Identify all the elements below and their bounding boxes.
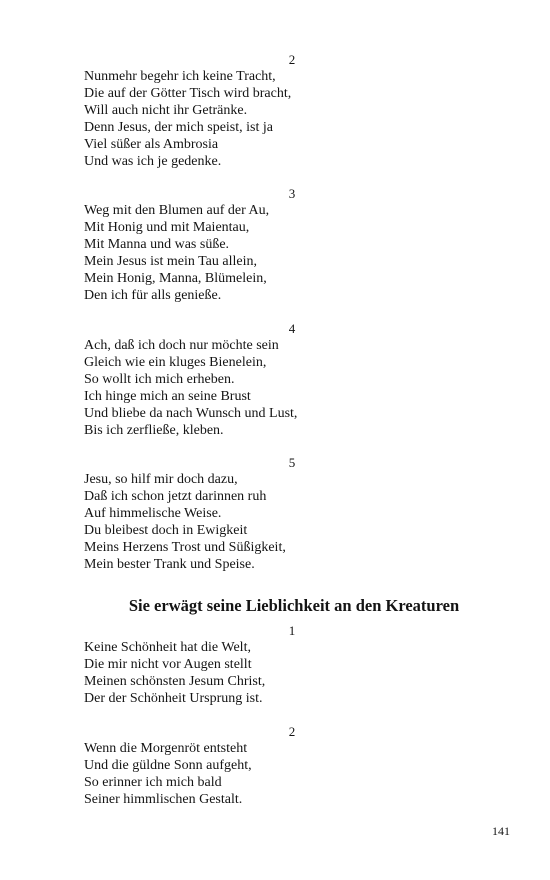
verse-line: Seiner himmlischen Gestalt. — [84, 792, 243, 807]
stanza — [84, 622, 484, 707]
verse-line: Denn Jesus, der mich speist, ist ja — [84, 120, 273, 135]
stanza-number: 3 — [288, 186, 296, 201]
verse-line: So erinner ich mich bald — [84, 775, 222, 790]
stanza-number: 2 — [288, 52, 296, 67]
page-number: 141 — [492, 824, 510, 838]
verse-line: Auf himmelische Weise. — [84, 506, 222, 521]
verse-line: Die mir nicht vor Augen stellt — [84, 657, 252, 672]
verse-line: Viel süßer als Ambrosia — [84, 137, 219, 152]
verse-line: Wenn die Morgenröt entsteht — [84, 741, 248, 756]
verse-line: Ach, daß ich doch nur möchte sein — [84, 338, 279, 353]
stanza — [84, 185, 484, 304]
verse-line: Mit Manna und was süße. — [84, 237, 230, 252]
verse-line: Der der Schönheit Ursprung ist. — [84, 691, 263, 706]
poem-title: Sie erwägt seine Lieblichkeit an den Kreaturen — [128, 596, 460, 615]
verse-line: Gleich wie ein kluges Bienelein, — [84, 355, 267, 370]
stanza — [84, 320, 484, 439]
verse-line: Keine Schönheit hat die Welt, — [84, 640, 251, 655]
verse-line: Die auf der Götter Tisch wird bracht, — [84, 86, 292, 101]
verse-line: Weg mit den Blumen auf der Au, — [84, 203, 270, 218]
stanza-number: 4 — [288, 321, 296, 336]
verse-line: Mit Honig und mit Maientau, — [84, 220, 250, 235]
stanza — [84, 51, 484, 170]
verse-line: Jesu, so hilf mir doch dazu, — [84, 472, 238, 487]
stanza — [84, 454, 484, 573]
stanza-number: 2 — [288, 724, 296, 739]
verse-line: Meinen schönsten Jesum Christ, — [84, 674, 266, 689]
verse-line: Meins Herzens Trost und Süßigkeit, — [84, 540, 286, 555]
verse-line: Mein bester Trank und Speise. — [84, 557, 255, 572]
stanza-number: 1 — [288, 623, 296, 638]
verse-line: So wollt ich mich erheben. — [84, 372, 235, 387]
stanza — [84, 723, 484, 808]
verse-line: Will auch nicht ihr Getränke. — [84, 103, 248, 118]
verse-line: Ich hinge mich an seine Brust — [84, 389, 251, 404]
verse-line: Und die güldne Sonn aufgeht, — [84, 758, 252, 773]
verse-line: Bis ich zerfließe, kleben. — [84, 423, 224, 438]
verse-line: Nunmehr begehr ich keine Tracht, — [84, 69, 276, 84]
verse-line: Und was ich je gedenke. — [84, 154, 222, 169]
verse-line: Daß ich schon jetzt darinnen ruh — [84, 489, 267, 504]
verse-line: Den ich für alls genieße. — [84, 288, 222, 303]
verse-line: Mein Honig, Manna, Blümelein, — [84, 271, 267, 286]
stanza-number: 5 — [288, 455, 296, 470]
verse-line: Du bleibest doch in Ewigkeit — [84, 523, 248, 538]
verse-line: Und bliebe da nach Wunsch und Lust, — [84, 406, 298, 421]
verse-line: Mein Jesus ist mein Tau allein, — [84, 254, 257, 269]
